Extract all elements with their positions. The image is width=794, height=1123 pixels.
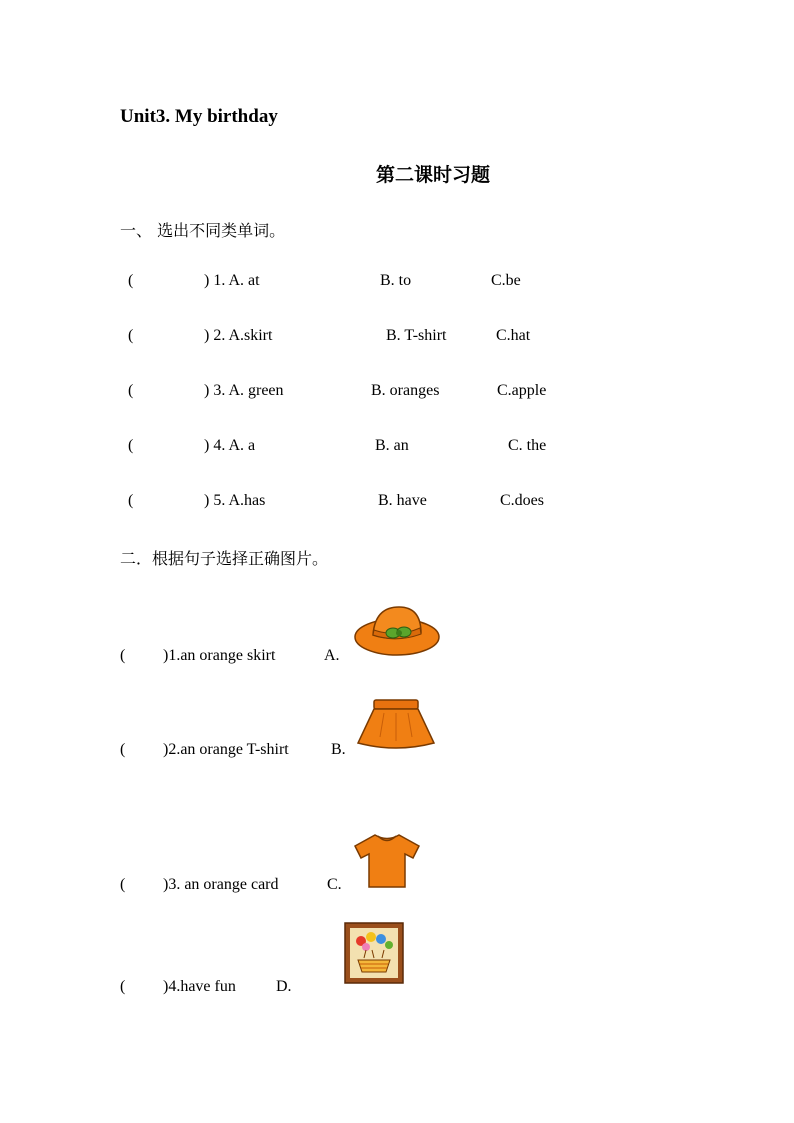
orange-skirt-picture (354, 697, 438, 753)
answer-bracket: ( (128, 327, 134, 344)
question-option-a: ) 1. A. at (204, 272, 260, 289)
match-sentence: )2.an orange T-shirt (163, 741, 289, 758)
question-option-b: B. oranges (371, 382, 440, 399)
section-1-heading: 一、 选出不同类单词。 (120, 221, 286, 240)
answer-bracket: ( (128, 272, 134, 289)
answer-bracket: ( (128, 437, 134, 454)
section-2-heading: 二．根据句子选择正确图片。 (120, 549, 329, 568)
page-subtitle: 第二课时习题 (376, 164, 491, 186)
question-option-a: ) 4. A. a (204, 437, 256, 454)
option-label: A. (324, 647, 340, 664)
question-option-b: B. an (375, 437, 409, 454)
page-title: Unit3. My birthday (120, 106, 278, 127)
orange-tshirt-picture (351, 832, 423, 890)
answer-bracket: ( (120, 876, 126, 893)
question-option-b: B. have (378, 492, 427, 509)
answer-bracket: ( (120, 741, 126, 758)
orange-hat-picture (351, 597, 443, 661)
question-option-a: ) 3. A. green (204, 382, 284, 399)
question-option-b: B. to (380, 272, 412, 289)
birthday-card-picture (344, 922, 404, 984)
option-label: D. (276, 978, 292, 995)
question-option-c: C.does (500, 492, 544, 509)
match-sentence: )3. an orange card (163, 876, 279, 893)
match-sentence: )4.have fun (163, 978, 236, 995)
question-option-c: C. the (508, 437, 547, 454)
question-option-a: ) 2. A.skirt (204, 327, 273, 344)
answer-bracket: ( (128, 492, 134, 509)
question-option-c: C.hat (496, 327, 531, 344)
question-option-b: B. T-shirt (386, 327, 447, 344)
answer-bracket: ( (128, 382, 134, 399)
answer-bracket: ( (120, 978, 126, 995)
option-label: C. (327, 876, 342, 893)
answer-bracket: ( (120, 647, 126, 664)
question-option-a: ) 5. A.has (204, 492, 266, 509)
question-option-c: C.apple (497, 382, 547, 399)
match-sentence: )1.an orange skirt (163, 647, 276, 664)
option-label: B. (331, 741, 346, 758)
question-option-c: C.be (491, 272, 521, 289)
